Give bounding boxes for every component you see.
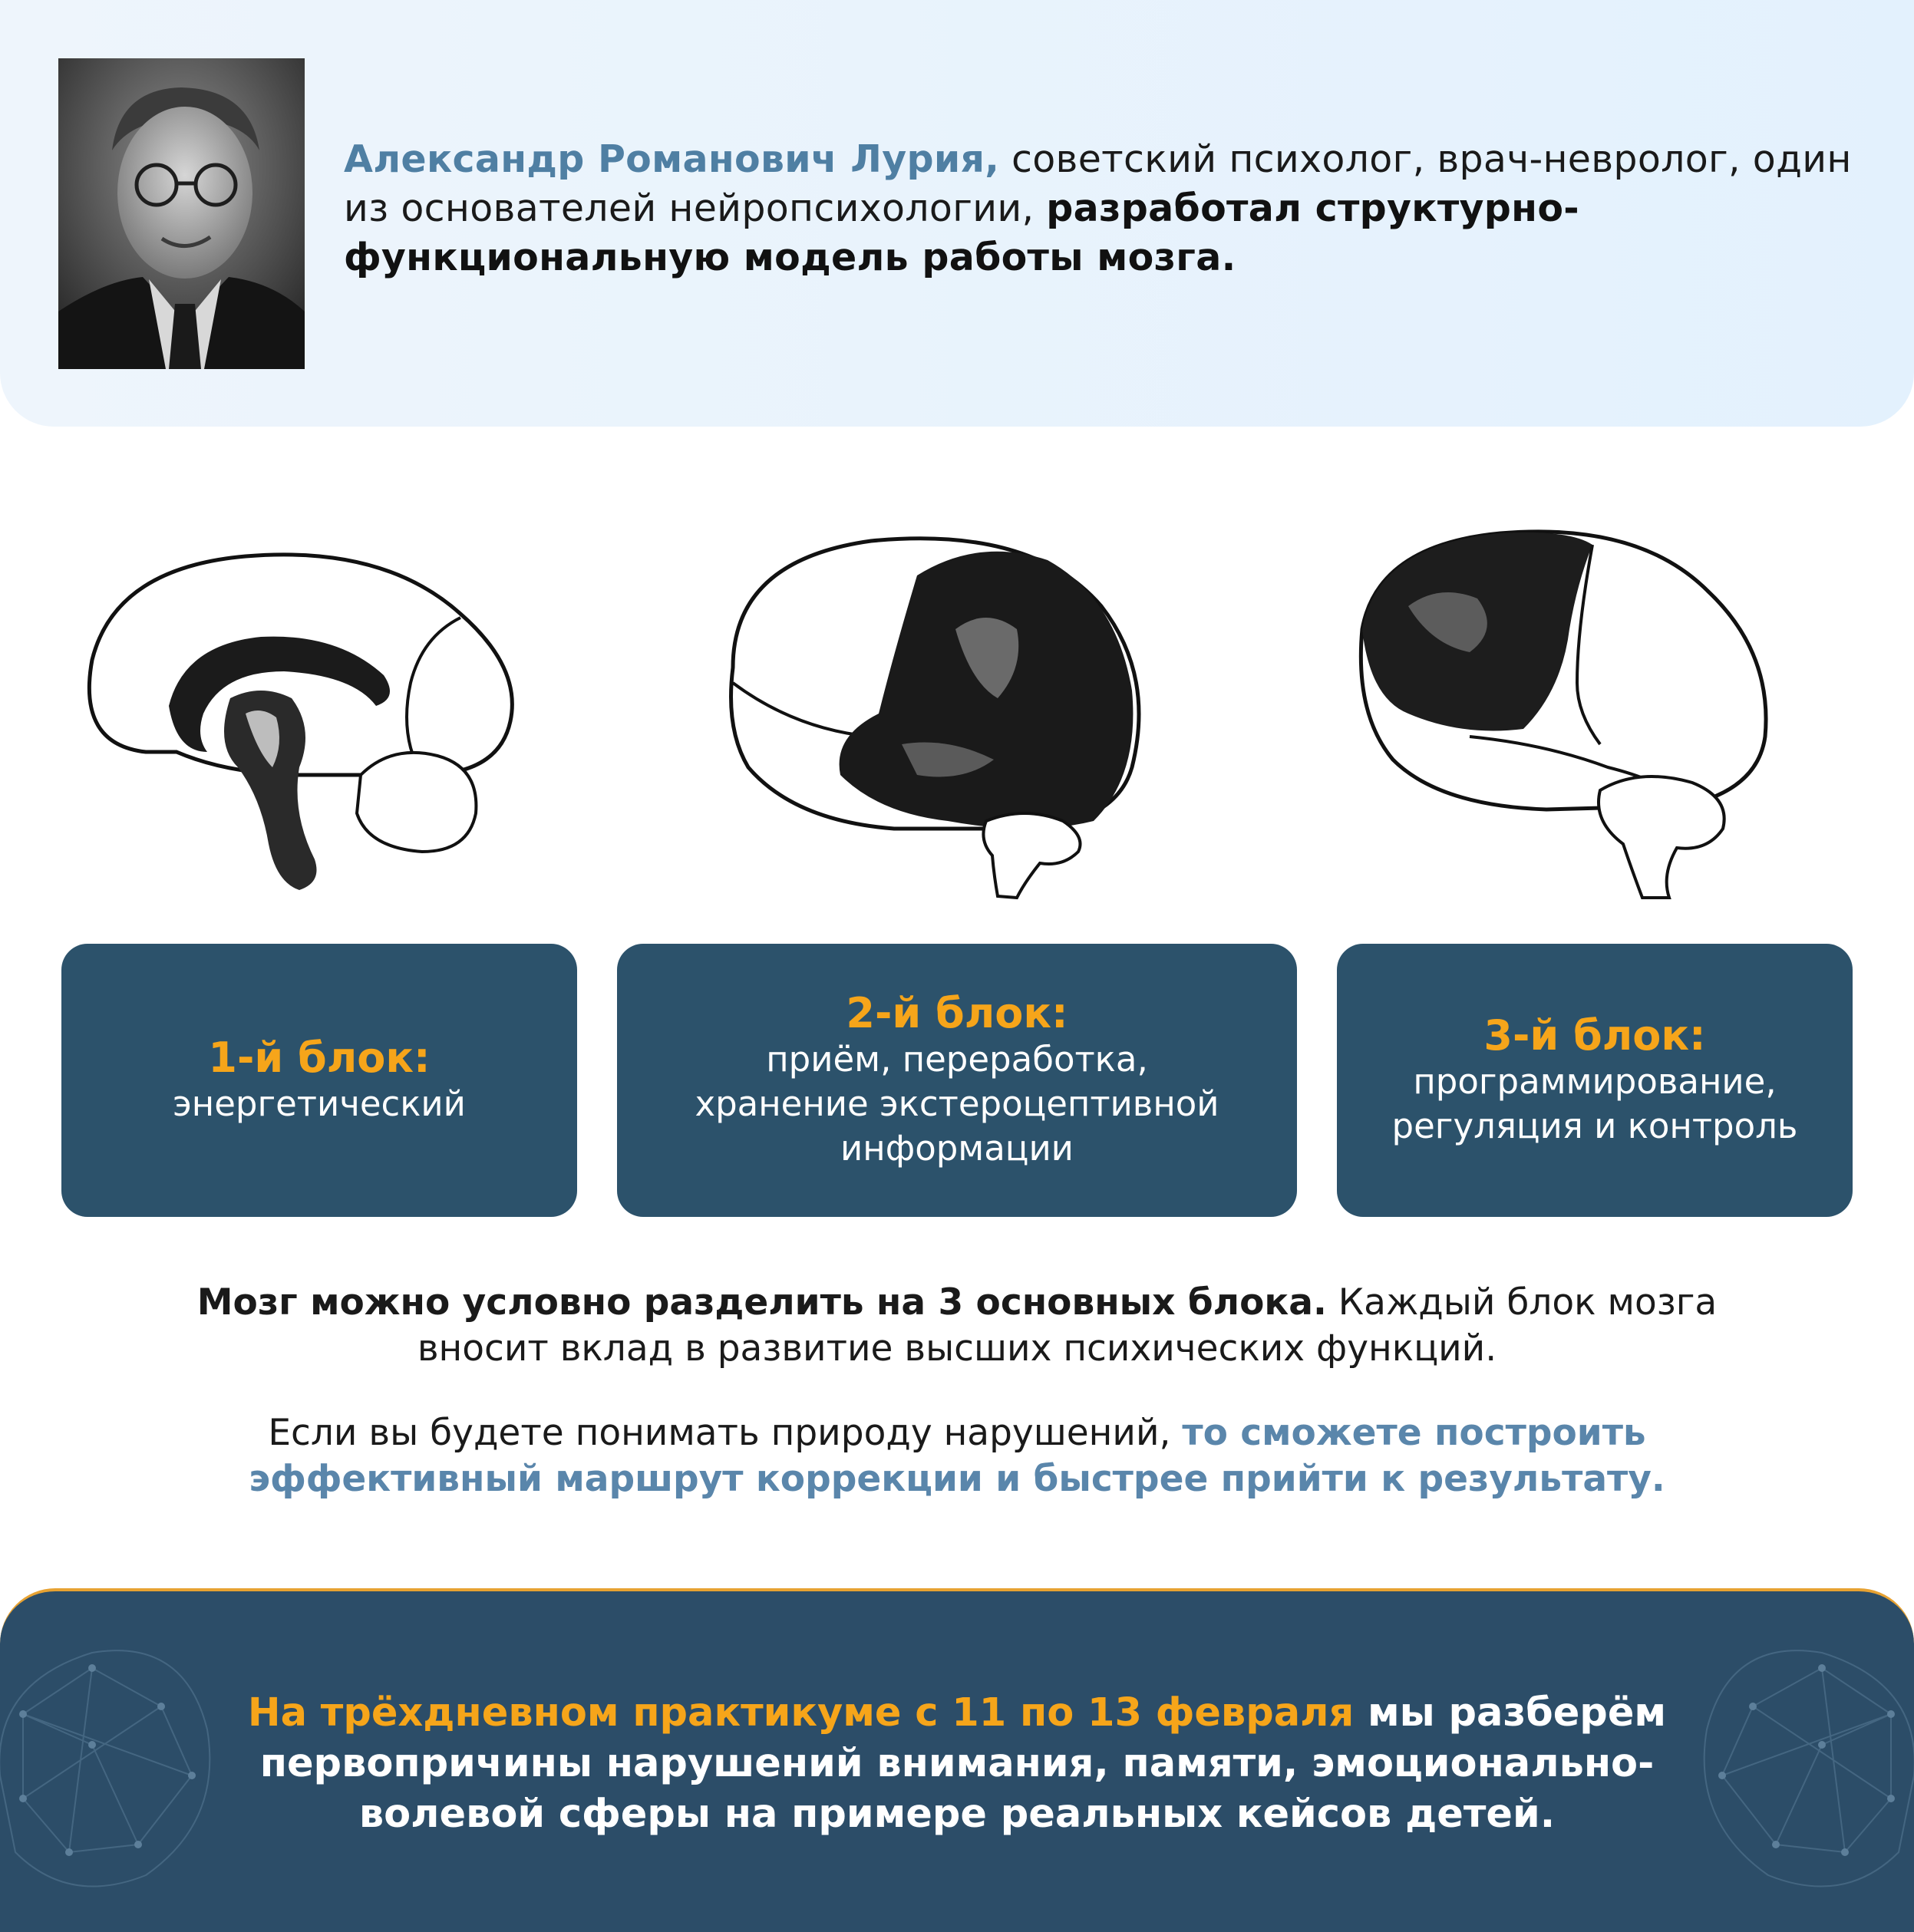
correction-paragraph <box>0 1410 1914 1502</box>
brain-blocks-paragraph <box>0 1280 1914 1372</box>
intro-text <box>344 135 1871 282</box>
paragraph-bold-lead: Мозг можно условно разделить на 3 основных блока. <box>196 1281 1327 1324</box>
scientist-achievement: разработал структурно-функциональную модель работы мозга. <box>344 186 1579 279</box>
block-title: 3-й блок: <box>1483 1011 1706 1060</box>
portrait-illustration <box>58 58 305 369</box>
paragraph-highlight-2: эффективный маршрут коррекции и быстрее прийти к результату. <box>249 1458 1665 1500</box>
intro-card <box>0 0 1914 427</box>
block-title: 1-й блок: <box>208 1034 431 1082</box>
banner-line2: первопричины нарушений внимания, памяти, эмоционально- <box>259 1741 1655 1786</box>
brain-illustration-block-1 <box>61 522 530 905</box>
brain-illustration-block-3 <box>1347 514 1792 905</box>
workshop-banner <box>0 1588 1914 1932</box>
workshop-announcement <box>0 1688 1914 1840</box>
banner-line1-rest: мы разберём <box>1354 1690 1667 1736</box>
block-title: 2-й блок: <box>846 989 1068 1037</box>
banner-line3: волевой сферы на примере реальных кейсов детей. <box>358 1792 1556 1837</box>
paragraph-plain-text: Если вы будете понимать природу нарушений, <box>268 1412 1183 1454</box>
luria-portrait <box>58 58 305 369</box>
block-description: приём, переработка, хранение экстероцептивной информации <box>695 1039 1219 1169</box>
workshop-dates: На трёхдневном практикуме с 11 по 13 февраля <box>247 1690 1355 1736</box>
paragraph-line1-rest: Каждый блок мозга <box>1326 1281 1718 1324</box>
scientist-name: Александр Романович Лурия, <box>344 137 1000 181</box>
paragraph-line2: вносит вклад в развитие высших психических функций. <box>417 1327 1497 1370</box>
block-description: программирование, регуляция и контроль <box>1391 1061 1798 1146</box>
block-card-3 <box>1337 944 1853 1217</box>
brain-illustration-block-2 <box>702 514 1170 905</box>
block-card-1 <box>61 944 577 1217</box>
block-card-2 <box>617 944 1297 1217</box>
paragraph-highlight-1: то сможете построить <box>1182 1412 1646 1454</box>
block-description: энергетический <box>173 1083 466 1124</box>
scientist-description: советский психолог, врач-невролог, один из основателей нейропсихологии, <box>344 137 1852 230</box>
